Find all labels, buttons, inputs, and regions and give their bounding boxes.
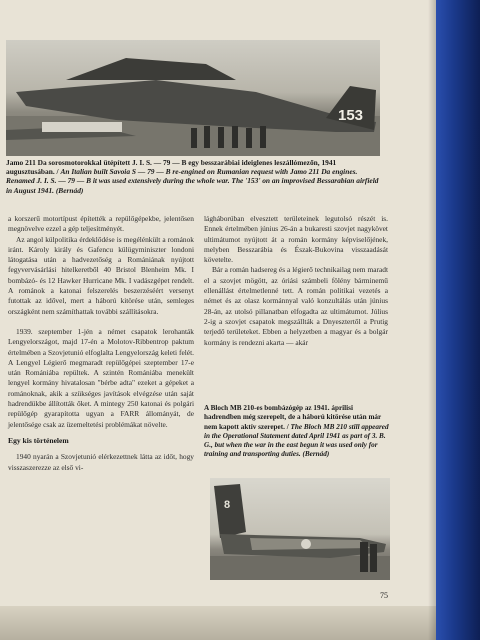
book-cover-edge [436, 0, 480, 640]
section-heading: Egy kis történelem [8, 435, 69, 445]
caption-mid: A Bloch MB 210-es bombázógép az 1941. áprilisi hadrendben még szerepelt, de a háború kitörése után már nem kapott aktív szerepet. / The Bloch MB 210 still appeared in the Operational Statement dated April 1941 as part of 3. B. G., but when the war in the east begun it was used only for training and transporting duties. (Bernád) [204, 404, 389, 459]
photo-savoia-aircraft [6, 40, 380, 156]
page-number: 75 [380, 591, 388, 600]
bloch-aircraft-illustration [210, 478, 390, 580]
caption-top-hungarian: Jamo 211 Da sorosmotorokkal ütépített J. I. S. — 79 — B egy besszarábiai ideiglenes leszállómezőn, 1941 augusztusában. [6, 158, 337, 177]
left-paragraph-4: 1940 nyarán a Szovjetunió elérkezettnek látta az időt, hogy visszaszerezze az első vi- [8, 452, 194, 472]
left-column [8, 214, 194, 473]
caption-top: Jamo 211 Da sorosmotorokkal ütépített J. I. S. — 79 — B egy besszarábiai ideiglenes leszállómezőn, 1941 augusztusában. / An Italian built Savoia S — 79 — B re-engined on Rumanian request with Jamo 211 Da engines. Renamed J. I. S. — 79 — B it was used extensively during the whole war. The '153' on an improvised Bessarabian airfield in August 1941. (Bernád) [6, 158, 379, 195]
right-paragraph-2: Bár a román hadsereg és a légierő technikailag nem maradt el a szovjet mögött, az óriási számbeli fölény bárminemű ellenállást értelmetlenné tett. A román politikai vezetés a német és az olasz kormánnyal való konzultálás után június 28-án, az utolsó pillanatban elfogadta az ultimátumot. Július 2-ig a szovjet csapatok megszállták a Dnyesztertől a Prutig terjedő területeket. Ebben a helyzetben a magyar és a bolgár kormány is rendezni akarta — akár [204, 265, 388, 347]
right-paragraph-1: lágháborúban elvesztett területeinek legutolsó részét is. Ennek értelmében június 26-án a bukaresti szovjet nagykövet ultimátumot nyújtott át a román kormány képviselőjének, melyben Besszarábia és Észak-Bukovina visszaadását követelte. [204, 214, 388, 265]
aircraft-tail-number: 153 [338, 107, 364, 124]
page-bottom-edge [0, 606, 436, 640]
aircraft2-tail-number: 8 [224, 499, 231, 511]
left-paragraph-3: 1939. szeptember 1-jén a német csapatok lerohanták Lengyelországot, majd 17-én a Molotov-Ribbentrop paktum értelmében a Szovjetunió elfoglalta Lengyelország keleti felét. A Lengyel Légierő megmaradt repülőgépei szeptember 17-e után Romániába repültek. A szintén Romániába menekült lengyel kormány hivatalosan "bérbe adta" ezeket a gépeket a románoknak, akik a szükséges javítások elvégzése után saját hadrendükbe állították őket. A mintegy 250 katonai és polgári repülőgép gyarapította ugyan a FARR állományát, de jelentősége csak az üzemeltetési problémákat növelte. [8, 326, 194, 429]
savoia-aircraft-illustration [6, 40, 380, 156]
caption-mid-english: The Bloch MB 210 still appeared in the Operational Statement dated April 1941 as part of 3. B. G., but when the war in the east begun it was used only for training and transporting duties. (Bernád) [204, 422, 389, 459]
left-paragraph-2: Az angol külpolitika érdeklődése is megélénkült a románok iránt. Károly király és Gafencu külügyminiszter londoni látogatása után a hadvezetőség a Romániának nyújtott fegyvervásárlási hitelkeretből 40 Bristol Blenheim Mk. I bombázó- és 12 Hawker Hurricane Mk. I vadászgépet rendelt. A románok a katonai felszerelés beszerzéséért versenyt futottak az idővel, mert a háború kitörése után, semleges országként nem számíthattak további szállításokra. [8, 234, 194, 316]
left-paragraph-1: a korszerű motortípust építették a repülőgépekbe, jelentősen megnövelve ezzel a gép teljesítményét. [8, 214, 194, 234]
caption-top-english: An Italian built Savoia S — 79 — B re-engined on Rumanian request with Jamo 211 Da engines. Renamed J. I. S. — 79 — B it was used extensively during the whole war. The '153' on an improvised Bessarabian airfield in August 1941. (Bernád) [6, 167, 379, 195]
caption-mid-hungarian: A Bloch MB 210-es bombázógép az 1941. áprilisi hadrendben még szerepelt, de a háború kitörése után már nem kapott aktív szerepet. [204, 404, 382, 431]
photo-bloch-aircraft [210, 478, 390, 580]
right-column [204, 214, 388, 348]
